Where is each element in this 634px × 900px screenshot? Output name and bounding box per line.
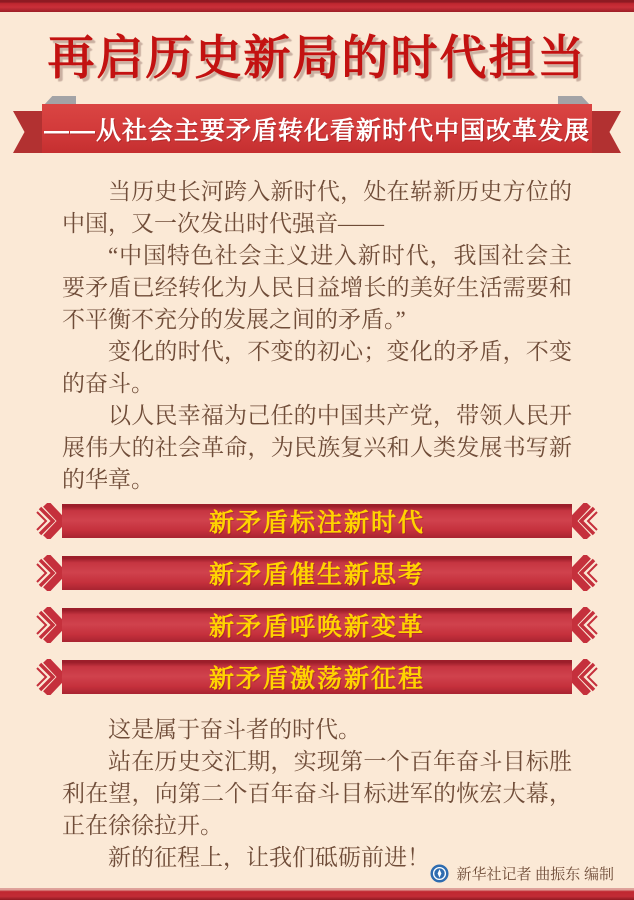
section-banner-bar bbox=[62, 504, 572, 538]
section-banner-label: 新矛盾标注新时代 bbox=[208, 509, 425, 537]
top-border-strip bbox=[0, 0, 634, 12]
page-subtitle: ——从社会主要矛盾转化看新时代中国改革发展 bbox=[43, 116, 590, 145]
section-banner-2 bbox=[36, 556, 598, 590]
intro-paragraphs bbox=[62, 176, 572, 496]
section-banner-label: 新矛盾呼唤新变革 bbox=[208, 613, 425, 641]
section-banner-1 bbox=[36, 504, 598, 538]
paragraph: 站在历史交汇期，实现第一个百年奋斗目标胜利在望，向第二个百年奋斗目标进军的恢宏大幕，正在徐徐拉开。 bbox=[62, 749, 572, 838]
credit-text: 新华社记者 曲振东 编制 bbox=[456, 866, 614, 883]
section-banner-bar bbox=[62, 608, 572, 642]
outro-paragraphs bbox=[62, 714, 572, 874]
triple-chevron-right-icon bbox=[36, 555, 62, 591]
triple-chevron-right-icon bbox=[36, 503, 62, 539]
paragraph: 当历史长河跨入新时代，处在崭新历史方位的中国，又一次发出时代强音—— bbox=[62, 179, 572, 236]
section-banner-bar bbox=[62, 660, 572, 694]
section-banner-label: 新矛盾催生新思考 bbox=[208, 561, 425, 589]
triple-chevron-left-icon bbox=[572, 555, 598, 591]
triple-chevron-left-icon bbox=[572, 659, 598, 695]
subtitle-band bbox=[42, 104, 592, 153]
triple-chevron-left-icon bbox=[572, 607, 598, 643]
bottom-border-strip bbox=[0, 888, 634, 900]
triple-chevron-right-icon bbox=[36, 607, 62, 643]
section-banner-4 bbox=[36, 660, 598, 694]
triple-chevron-right-icon bbox=[36, 659, 62, 695]
paragraph: 以人民幸福为己任的中国共产党，带领人民开展伟大的社会革命，为民族复兴和人类发展书写新的华章。 bbox=[62, 403, 572, 492]
section-banner-bar bbox=[62, 556, 572, 590]
triple-chevron-left-icon bbox=[572, 503, 598, 539]
paragraph: 新的征程上，让我们砥砺前进！ bbox=[108, 845, 430, 870]
paragraph: 这是属于奋斗者的时代。 bbox=[108, 717, 361, 742]
section-banner-3 bbox=[36, 608, 598, 642]
xinhua-news-agency-logo-icon bbox=[430, 864, 449, 883]
paragraph: 变化的时代，不变的初心；变化的矛盾，不变的奋斗。 bbox=[62, 339, 572, 396]
section-banner-label: 新矛盾激荡新征程 bbox=[208, 665, 425, 693]
credit-line bbox=[0, 861, 614, 885]
paragraph: “中国特色社会主义进入新时代，我国社会主要矛盾已经转化为人民日益增长的美好生活需要和不平衡不充分的发展之间的矛盾。” bbox=[62, 243, 572, 332]
page-title: 再启历史新局的时代担当 bbox=[47, 33, 587, 85]
